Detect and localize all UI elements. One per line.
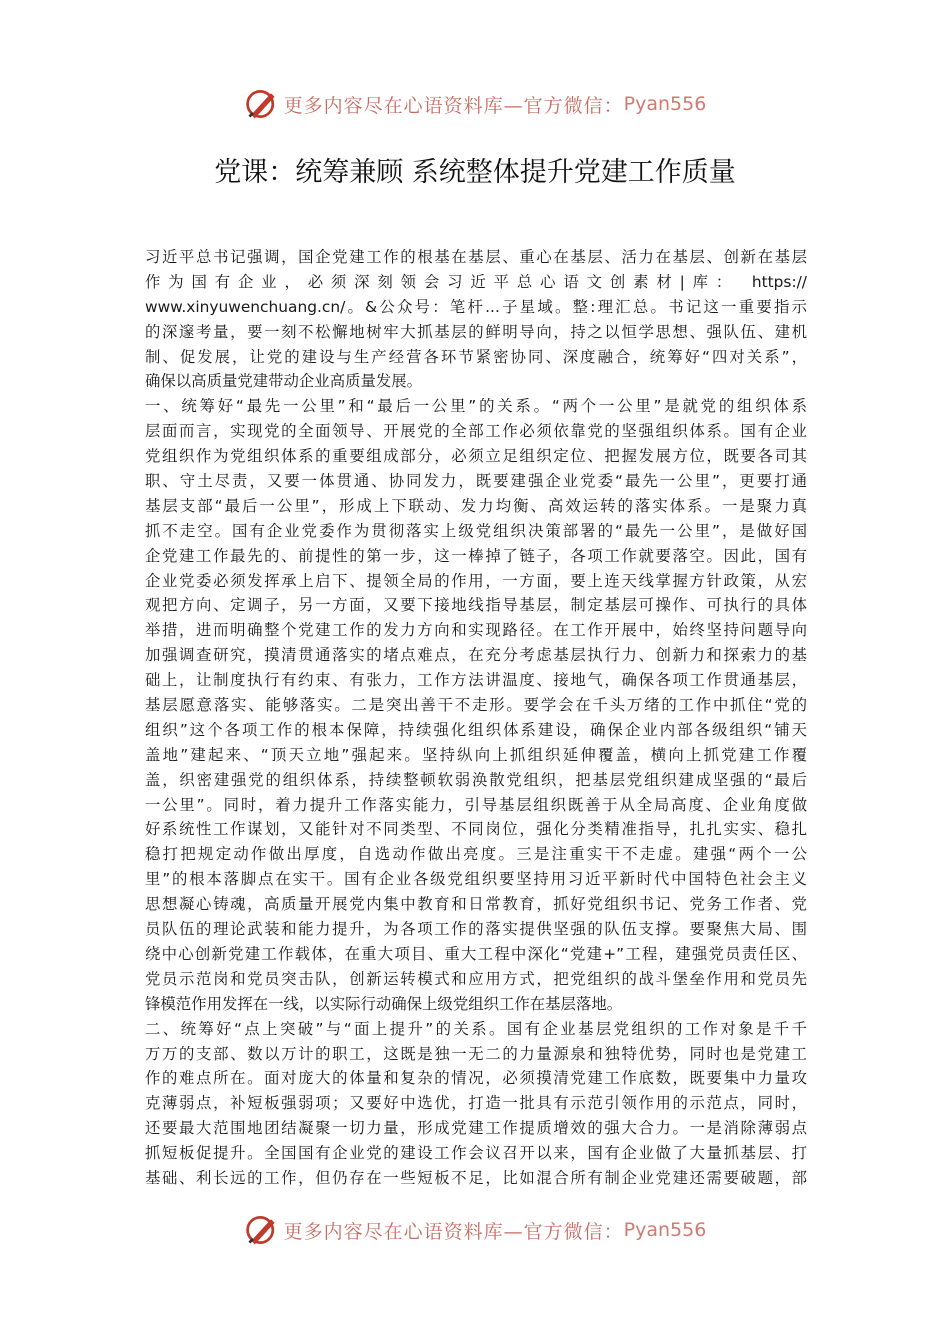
body-text-line: 企业党委必须发挥承上启下、提领全局的作用，一方面，要上连天线掌握方针政策，从宏: [145, 571, 807, 590]
body-text-line: www.xinyuwenchuang.cn/。&公众号：笔杆...子星域。整:理汇总。书记这一重要指示: [145, 297, 807, 316]
watermark-wechat-id: Pyan556: [623, 1219, 707, 1241]
pen-logo-icon: [244, 86, 280, 122]
body-text-line: 制、促发展，让党的建设与生产经营各环节紧密协同、深度融合，统筹好“四对关系”，: [145, 347, 807, 366]
body-text-line: 员队伍的理论武装和能力提升，为各项工作的落实提供坚强的队伍支撑。要聚焦大局、围: [145, 920, 807, 939]
body-text-line: 基础、利长远的工作，但仍存在一些短板不足，比如混合所有制企业党建还需要破题，部: [145, 1168, 807, 1187]
body-text-line: 习近平总书记强调，国企党建工作的根基在基层、重心在基层、活力在基层、创新在基层: [145, 248, 807, 266]
body-text-line: 抓短板促提升。全国国有企业党的建设工作会议召开以来，国有企业做了大量抓基层、打: [145, 1144, 807, 1163]
body-text-line: 加强调查研究，摸清贯通落实的堵点难点，在充分考虑基层执行力、创新力和探索力的基: [145, 646, 807, 665]
body-text-line: 确保以高质量党建带动企业高质量发展。: [145, 372, 423, 391]
body-text-line: 基层支部“最后一公里”，形成上下联动、发力均衡、高效运转的落实体系。一是聚力真: [145, 496, 807, 515]
pen-logo-icon: [244, 1212, 280, 1248]
header-watermark: [0, 84, 950, 124]
body-text-line: 党组织作为党组织体系的重要组成部分，必须立足组织定位、把握发展方位，既要各司其: [145, 447, 807, 466]
body-text-line: 础上，让制度执行有约束、有张力，工作方法讲温度、接地气，确保各项工作贯通基层，: [145, 671, 807, 690]
body-text-line: 一公里”。同时，着力提升工作落实能力，引导基层组织既善于从全局高度、企业角度做: [145, 795, 807, 814]
body-text-line: 作的难点所在。面对庞大的体量和复杂的情况，必须摸清党建工作底数，既要集中力量攻: [145, 1069, 807, 1088]
footer-watermark: [0, 1210, 950, 1250]
document-body: [145, 245, 807, 1191]
watermark-wechat-id: Pyan556: [623, 93, 707, 115]
body-text-line: 里”的根本落脚点在实干。国有企业各级党组织要坚持用习近平新时代中国特色社会主义: [145, 870, 807, 889]
body-text-line: 还要最大范围地团结凝聚一切力量，形成党建工作提质增效的强大合力。一是消除薄弱点: [145, 1119, 807, 1138]
body-text-line: 党员示范岗和党员突击队，创新运转模式和应用方式，把党组织的战斗堡垒作用和党员先: [145, 969, 807, 988]
body-text-line: 作为国有企业，必须深刻领会习近平总心语文创素材|库： https://: [145, 272, 807, 291]
body-text-line: 思想凝心铸魂，高质量开展党内集中教育和日常教育，抓好党组织书记、党务工作者、党: [145, 895, 807, 914]
body-text-line: 举措，进而明确整个党建工作的发力方向和实现路径。在工作开展中，始终坚持问题导向: [145, 621, 807, 640]
body-text-line: 盖地”建起来、“顶天立地”强起来。坚持纵向上抓组织延伸覆盖，横向上抓党建工作覆: [145, 745, 807, 764]
body-text-line: 好系统性工作谋划，又能针对不同类型、不同岗位，强化分类精准指导，扎扎实实、稳扎: [145, 820, 807, 839]
body-text-line: 企党建工作最先的、前提性的第一步，这一棒掉了链子，各项工作就要落空。因此，国有: [145, 546, 807, 565]
body-text-line: 绕中心创新党建工作载体，在重大项目、重大工程中深化“党建+”工程，建强党员责任区、: [145, 944, 807, 963]
body-text-line: 二、统筹好“点上突破”与“面上提升”的关系。国有企业基层党组织的工作对象是千千: [145, 1019, 807, 1038]
body-text-line: 盖，织密建强党的组织体系，持续整顿软弱涣散党组织，把基层党组织建成坚强的“最后: [145, 770, 807, 789]
body-text-line: 层面而言，实现党的全面领导、开展党的全部工作必须依靠党的坚强组织体系。国有企业: [145, 422, 807, 441]
body-text-line: 稳打把规定动作做出厚度，自选动作做出亮度。三是注重实干不走虚。建强“两个一公: [145, 845, 807, 864]
body-text-line: 抓不走空。国有企业党委作为贯彻落实上级党组织决策部署的“最先一公里”，是做好国: [145, 521, 807, 540]
watermark-text: 更多内容尽在心语资料库—官方微信：: [283, 94, 624, 117]
watermark-text: 更多内容尽在心语资料库—官方微信：: [283, 1220, 624, 1243]
body-text-line: 组织”这个各项工作的根本保障，持续强化组织体系建设，确保企业内部各级组织“铺天: [145, 720, 807, 739]
body-text-line: 观把方向、定调子，另一方面，又要下接地线指导基层，制定基层可操作、可执行的具体: [145, 596, 807, 615]
body-text-line: 锋模范作用发挥在一线，以实际行动确保上级党组织工作在基层落地。: [145, 994, 623, 1013]
body-text-line: 一、统筹好“最先一公里”和“最后一公里”的关系。“两个一公里”是就党的组织体系: [145, 397, 807, 416]
body-text-line: 基层愿意落实、能够落实。二是突出善干不走形。要学会在千头万绪的工作中抓住“党的: [145, 696, 807, 715]
body-text-line: 克薄弱点，补短板强弱项；又要好中选优，打造一批具有示范引领作用的示范点，同时，: [145, 1094, 807, 1113]
body-text-line: 职、守土尽责，又要一体贯通、协同发力，既要建强企业党委“最先一公里”，更要打通: [145, 472, 807, 491]
document-title: 党课：统筹兼顾 系统整体提升党建工作质量: [214, 157, 736, 188]
body-text-line: 的深邃考量，要一刻不松懈地树牢大抓基层的鲜明导向，持之以恒学思想、强队伍、建机: [145, 322, 807, 341]
body-text-line: 万万的支部、数以万计的职工，这既是独一无二的力量源泉和独特优势，同时也是党建工: [145, 1044, 807, 1063]
